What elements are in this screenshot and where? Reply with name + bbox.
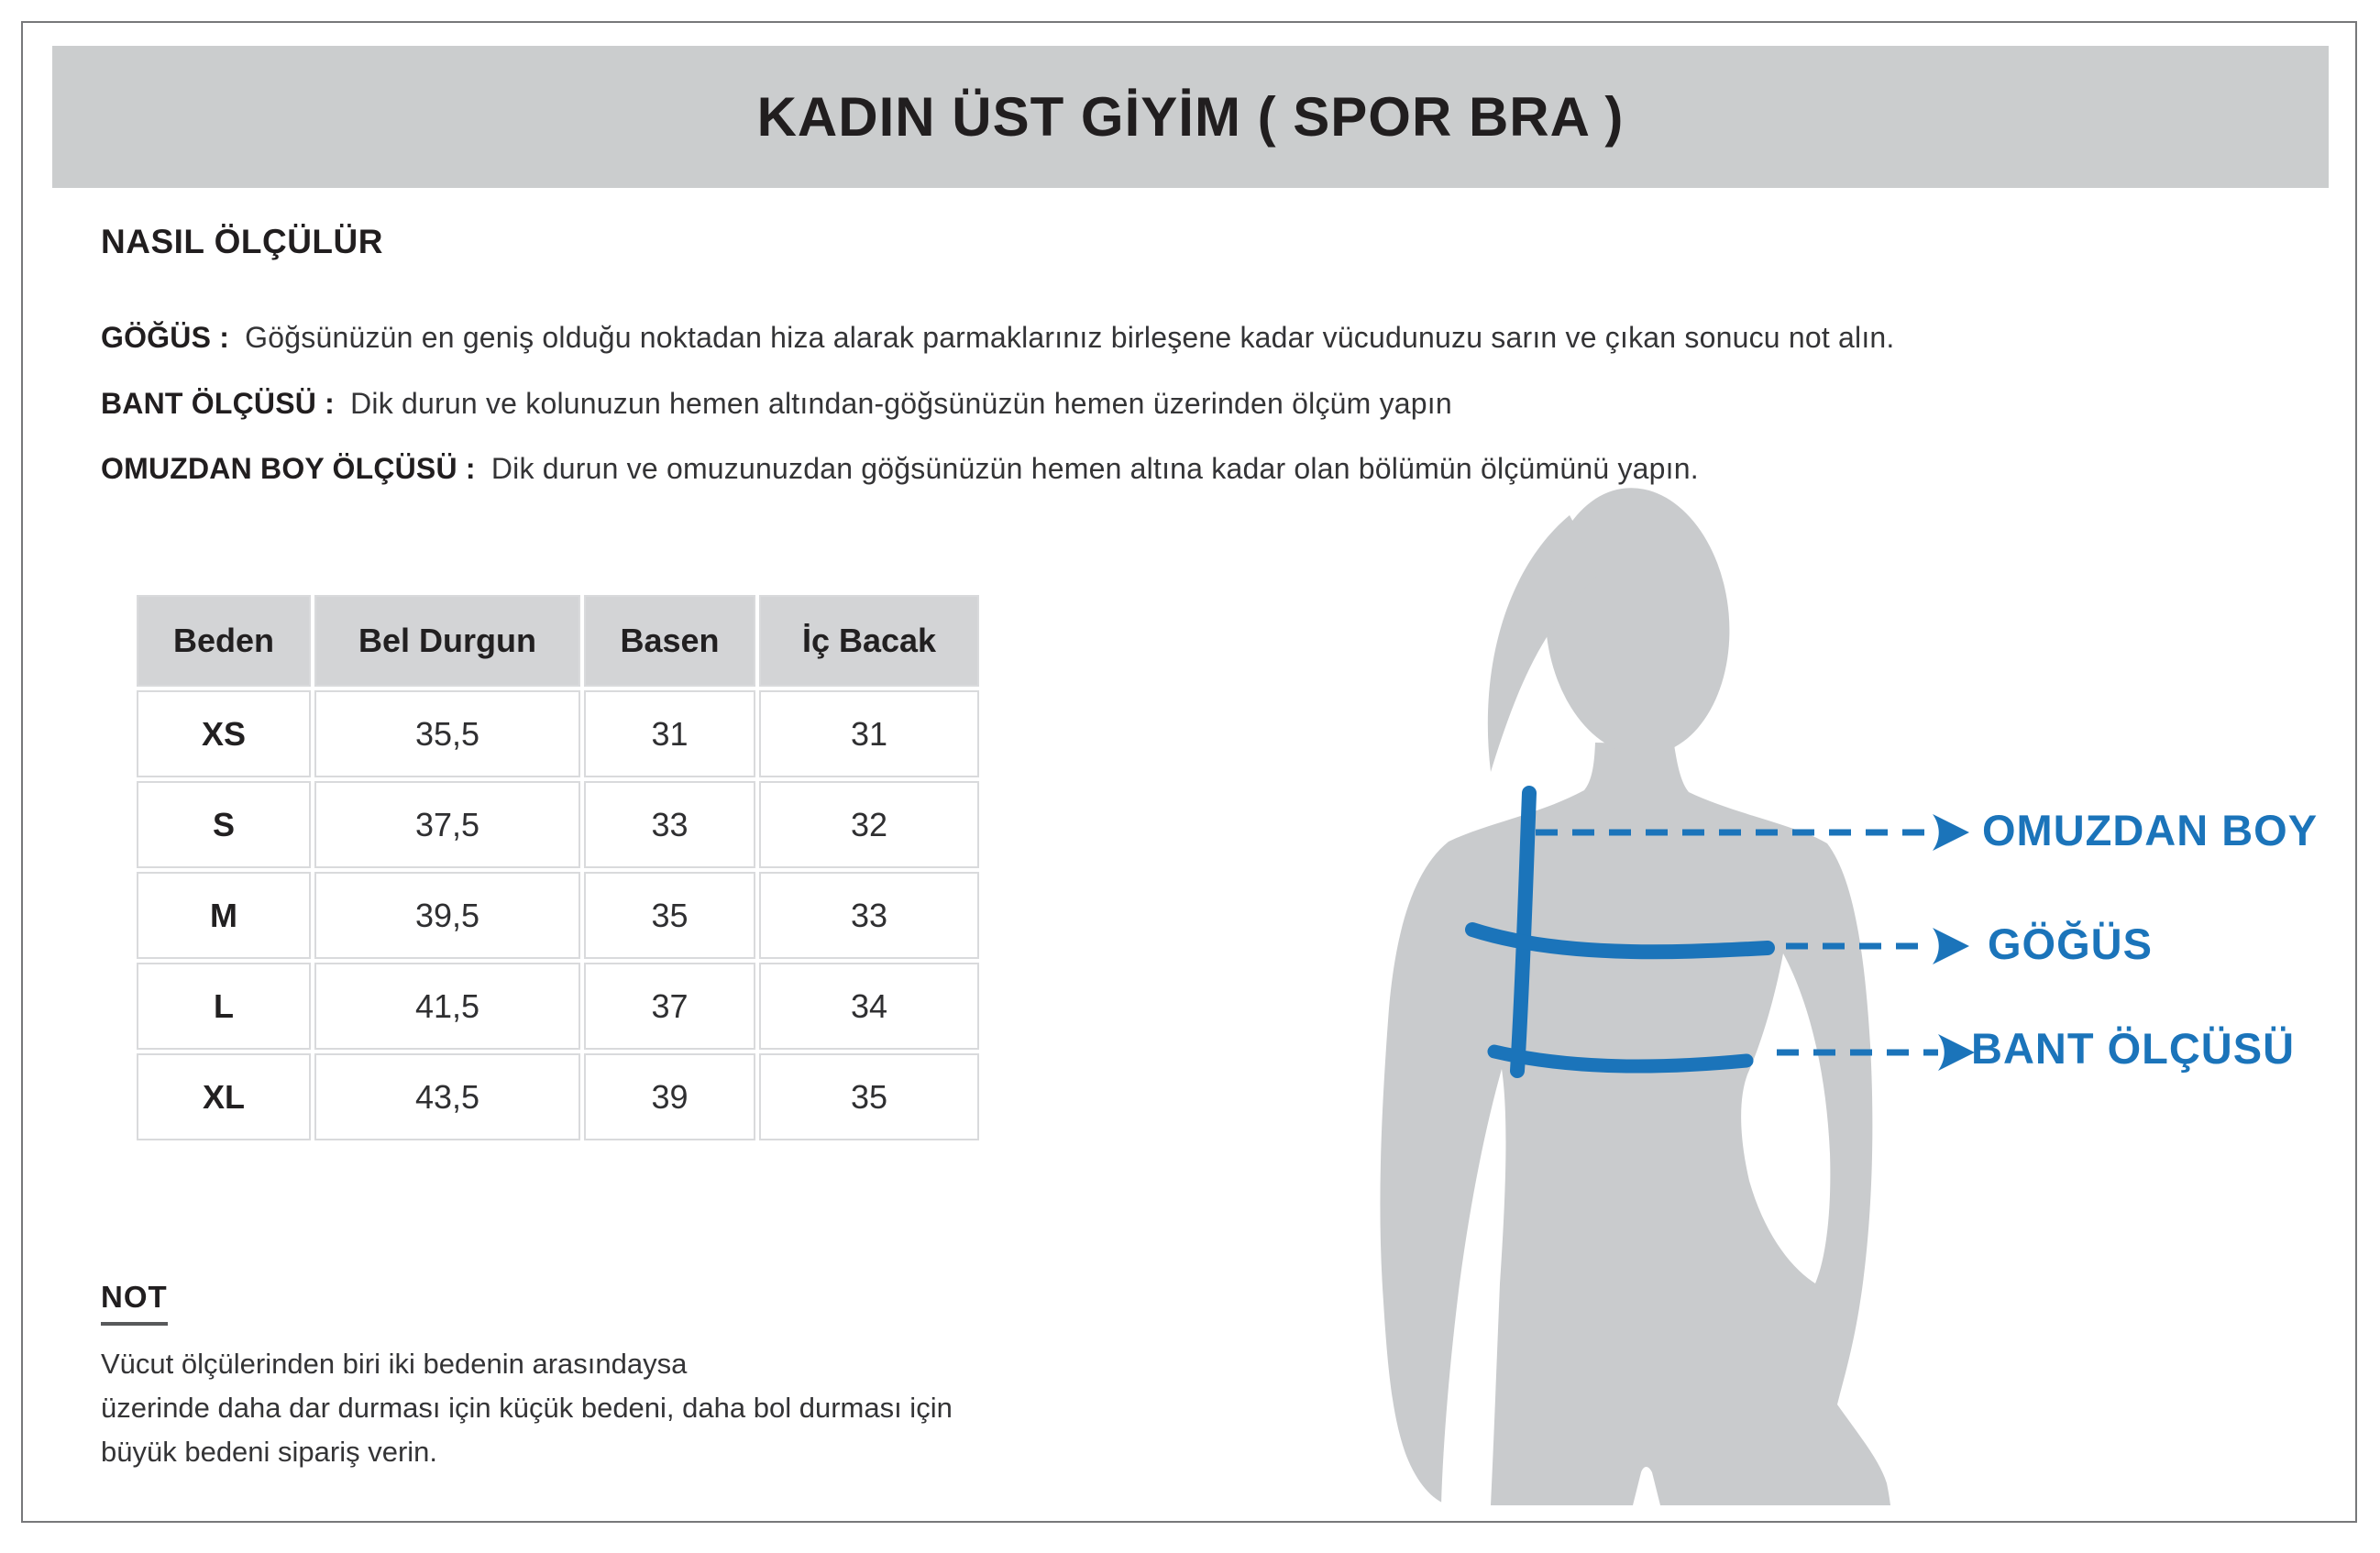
value-cell: 33: [584, 781, 755, 868]
value-cell: 35: [584, 872, 755, 959]
table-row: [137, 690, 979, 777]
value-cell: 39,5: [314, 872, 580, 959]
size-cell: M: [137, 872, 311, 959]
instruction-shoulder-text: Dik durun ve omuzunuzdan göğsünüzün hemen altına kadar olan bölümün ölçümünü yapın.: [490, 452, 1699, 485]
instruction-band-text: Dik durun ve kolunuzun hemen altından-göğsünüzün hemen üzerinden ölçüm yapın: [350, 387, 1452, 420]
title-banner: [52, 46, 2329, 188]
diagram-label-shoulder-length: OMUZDAN BOY: [1982, 806, 2319, 854]
note-line: üzerinde daha dar durması için küçük bedeni, daha bol durması için: [101, 1392, 953, 1424]
table-row: [137, 781, 979, 868]
chest-arrowhead: [1933, 928, 1969, 964]
column-header-inseam: İç Bacak: [759, 595, 979, 687]
column-header-waist: Bel Durgun: [314, 595, 580, 687]
table-row: [137, 872, 979, 959]
instruction-band: [101, 387, 2319, 421]
value-cell: 34: [759, 963, 979, 1050]
value-cell: 37,5: [314, 781, 580, 868]
note-line: Vücut ölçülerinden biri iki bedenin arasındaysa: [101, 1348, 688, 1380]
diagram-label-chest: GÖĞÜS: [1988, 920, 2153, 968]
size-cell: S: [137, 781, 311, 868]
note-line: büyük bedeni sipariş verin.: [101, 1436, 438, 1468]
value-cell: 31: [759, 690, 979, 777]
value-cell: 41,5: [314, 963, 580, 1050]
band-arrowhead: [1938, 1034, 1975, 1071]
note-heading: NOT: [101, 1280, 168, 1326]
value-cell: 33: [759, 872, 979, 959]
size-cell: XL: [137, 1053, 311, 1140]
value-cell: 32: [759, 781, 979, 868]
table-row: [137, 963, 979, 1050]
size-cell: XS: [137, 690, 311, 777]
value-cell: 31: [584, 690, 755, 777]
shoulder-arrowhead: [1933, 814, 1969, 851]
instruction-chest: [101, 321, 2319, 355]
size-cell: L: [137, 963, 311, 1050]
table-header-row: [137, 595, 979, 687]
column-header-hip: Basen: [584, 595, 755, 687]
how-to-measure-heading: NASIL ÖLÇÜLÜR: [101, 223, 383, 260]
note-body: [101, 1342, 1293, 1474]
page-title: KADIN ÜST GİYİM ( SPOR BRA ): [756, 86, 1625, 148]
measurement-diagram: [1320, 477, 2365, 1508]
value-cell: 35: [759, 1053, 979, 1140]
value-cell: 43,5: [314, 1053, 580, 1140]
column-header-size: Beden: [137, 595, 311, 687]
instruction-chest-label: GÖĞÜS :: [101, 321, 230, 354]
size-chart-table: [133, 591, 983, 1144]
value-cell: 35,5: [314, 690, 580, 777]
diagram-label-band: BANT ÖLÇÜSÜ: [1971, 1024, 2296, 1073]
value-cell: 39: [584, 1053, 755, 1140]
table-row: [137, 1053, 979, 1140]
value-cell: 37: [584, 963, 755, 1050]
instruction-shoulder-label: OMUZDAN BOY ÖLÇÜSÜ :: [101, 452, 476, 485]
instruction-band-label: BANT ÖLÇÜSÜ :: [101, 387, 336, 420]
instruction-chest-text: Göğsünüzün en geniş olduğu noktadan hiza alarak parmaklarınız birleşene kadar vücudunuzu sarın ve çıkan sonucu not alın.: [245, 321, 1895, 354]
